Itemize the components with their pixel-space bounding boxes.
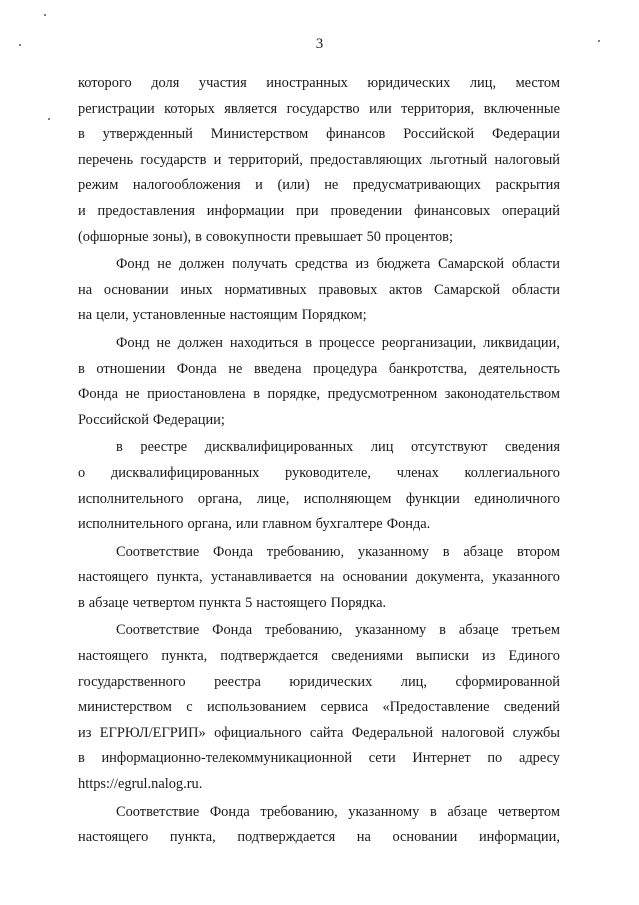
text-line: Российской Федерации; — [78, 411, 225, 428]
paragraph — [78, 800, 560, 851]
text-line: государственного реестра юридических лиц, сформированной — [78, 673, 560, 690]
paragraph — [78, 252, 560, 329]
scan-speck — [48, 118, 50, 120]
text-line: настоящего пункта, устанавливается на основании документа, указанного — [78, 569, 560, 586]
text-line: в реестре дисквалифицированных лиц отсутствуют сведения — [116, 439, 560, 456]
text-line: Соответствие Фонда требованию, указанному в абзаце третьем — [116, 622, 560, 639]
scan-speck — [19, 44, 21, 46]
text-line: перечень государств и территорий, предоставляющих льготный налоговый — [78, 151, 560, 168]
text-line: Соответствие Фонда требованию, указанному в абзаце четвертом — [116, 803, 560, 820]
text-line: Фонд не должен находиться в процессе реорганизации, ликвидации, — [116, 334, 560, 351]
text-line: исполнительного органа, лице, исполняющем функции единоличного — [78, 490, 560, 507]
text-line: в информационно-телекоммуникационной сети Интернет по адресу — [78, 750, 560, 767]
paragraph — [78, 435, 560, 537]
text-line: Фонд не должен получать средства из бюджета Самарской области — [116, 256, 560, 273]
text-line: регистрации которых является государство или территория, включенные — [78, 100, 560, 117]
page-number: 3 — [315, 36, 324, 52]
text-line: в отношении Фонда не введена процедура банкротства, деятельность — [78, 360, 560, 377]
text-line: о дисквалифицированных руководителе, членах коллегиального — [78, 464, 560, 481]
text-line: министерством с использованием сервиса «Предоставление сведений — [78, 699, 560, 716]
text-line: на цели, установленные настоящим Порядком; — [78, 307, 367, 324]
text-line: режим налогообложения и (или) не предусматривающих раскрытия — [78, 177, 560, 194]
text-line: в утвержденный Министерством финансов Российской Федерации — [78, 126, 560, 143]
text-line: на основании иных нормативных правовых актов Самарской области — [78, 281, 560, 298]
text-line: настоящего пункта, подтверждается сведениями выписки из Единого — [78, 648, 560, 665]
text-line: Соответствие Фонда требованию, указанному в абзаце втором — [116, 543, 560, 560]
paragraph — [78, 540, 560, 617]
text-line: из ЕГРЮЛ/ЕГРИП» официального сайта Федеральной налоговой службы — [78, 724, 560, 741]
text-line: в абзаце четвертом пункта 5 настоящего Порядка. — [78, 594, 387, 611]
text-line: которого доля участия иностранных юридических лиц, местом — [78, 75, 560, 91]
text-line: исполнительного органа, или главном бухгалтере Фонда. — [78, 516, 431, 533]
text-line: (офшорные зоны), в совокупности превышает 50 процентов; — [78, 228, 453, 245]
text-line: https://egrul.nalog.ru. — [78, 776, 203, 793]
text-line: Фонда не приостановлена в порядке, предусмотренном законодательством — [78, 386, 560, 403]
paragraph — [78, 71, 560, 250]
paragraph — [78, 331, 560, 433]
scan-speck — [598, 40, 600, 42]
text-line: и предоставления информации при проведении финансовых операций — [78, 202, 560, 219]
document-body — [78, 71, 560, 853]
paragraph — [78, 618, 560, 797]
text-line: настоящего пункта, подтверждается на основании информации, — [78, 829, 560, 846]
scan-speck — [44, 14, 46, 16]
